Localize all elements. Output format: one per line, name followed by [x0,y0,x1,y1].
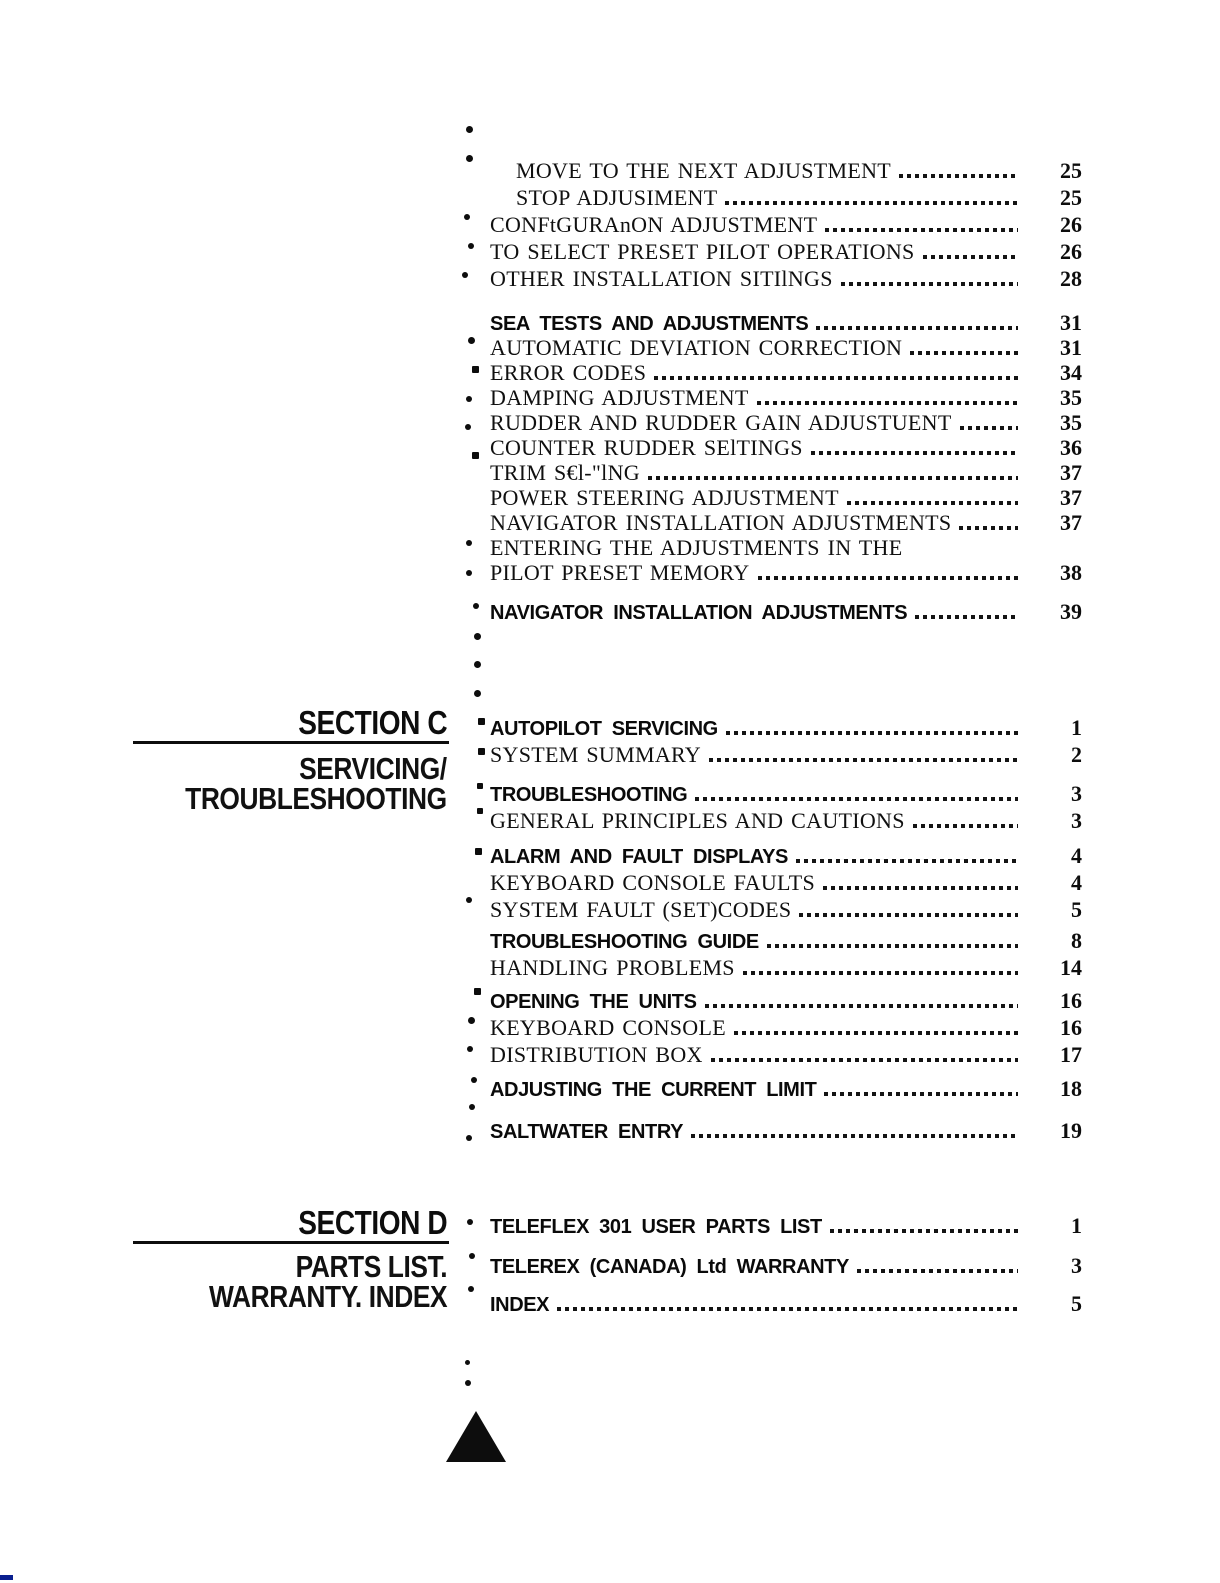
toc-row [490,1073,1082,1100]
scan-dot [469,1253,475,1259]
toc-row [490,925,1082,952]
dot-leader [959,526,1018,530]
toc-page-number: 39 [1060,598,1082,624]
toc-page-number: 2 [1071,741,1082,767]
toc-group [490,596,1082,623]
toc-row [490,209,1082,236]
toc-row [490,596,1082,623]
toc-entry-title: SYSTEM FAULT (SET)CODES [490,896,792,922]
section-c-heading: SECTION C [298,704,447,741]
toc-page-number: 28 [1060,265,1082,291]
dot-leader [823,886,1018,890]
scan-dot [468,243,474,249]
toc-entry-title: HANDLING PROBLEMS [490,954,735,980]
dot-leader [816,326,1018,330]
footer-triangle-icon [446,1411,506,1462]
toc-group [490,1288,1082,1315]
scan-dot [466,155,473,162]
toc-entry-title: RUDDER AND RUDDER GAIN ADJUSTUENT [490,409,952,435]
scan-dot [474,988,481,995]
toc-group [490,712,1082,766]
scan-dot [466,1135,472,1141]
toc-group [490,1250,1082,1277]
toc-row [490,952,1082,979]
scan-dot [471,1077,477,1083]
toc-group [490,778,1082,832]
subtitle-line: SERVICING/ [299,751,447,786]
toc-row [490,867,1082,894]
toc-group [490,840,1082,921]
toc-page-number: 1 [1071,714,1082,740]
toc-entry-title: KEYBOARD CONSOLE FAULTS [490,869,816,895]
subtitle-line: WARRANTY. INDEX [208,1279,447,1314]
toc-entry-title: POWER STEERING ADJUSTMENT [490,484,839,510]
toc-page-number: 18 [1060,1075,1082,1101]
scan-dot [466,126,473,133]
toc-entry-title: NAVIGATOR INSTALLATION ADJUSTMENTS [490,601,908,624]
toc-page-number: 37 [1060,509,1082,535]
subtitle-line: TROUBLESHOOTING [185,781,447,816]
toc-entry-title: ENTERING THE ADJUSTMENTS IN THE [490,534,903,560]
toc-entry-title: TROUBLESHOOTING [490,783,688,806]
toc-row [490,1115,1082,1142]
toc-entry-title: TELEREX (CANADA) Ltd WARRANTY [490,1255,849,1278]
toc-entry-title: TRIM S€l-"lNG [490,459,640,485]
dot-leader [923,255,1018,259]
toc-entry-title: MOVE TO THE NEXT ADJUSTMENT [516,157,892,183]
toc-page-number: 17 [1060,1041,1082,1067]
toc-row [490,739,1082,766]
toc-row [490,459,1082,484]
toc-entry-title: DISTRIBUTION BOX [490,1041,703,1067]
toc-page-number: 31 [1060,334,1082,360]
dot-leader [557,1307,1018,1311]
toc-entry-title: AUTOPILOT SERVICING [490,717,718,740]
toc-entry-title: SYSTEM SUMMARY [490,741,701,767]
dot-leader [811,451,1018,455]
toc-row [490,359,1082,384]
toc-page-number: 25 [1060,184,1082,210]
toc-page-number: 3 [1071,807,1082,833]
toc-page-number: 4 [1071,842,1082,868]
toc-row [490,1039,1082,1066]
dot-leader [691,1134,1018,1138]
scan-dot [478,718,485,725]
toc-entry-title: ALARM AND FAULT DISPLAYS [490,845,788,868]
toc-row [490,384,1082,409]
toc-page-number: 16 [1060,987,1082,1013]
scan-dot [465,1380,471,1386]
dot-leader [847,501,1018,505]
scan-dot [468,337,475,344]
scan-dot [474,690,481,697]
toc-group [490,309,1082,584]
dot-leader [830,1229,1018,1233]
toc-page-number: 8 [1071,927,1082,953]
toc-entry-title: OPENING THE UNITS [490,990,697,1013]
toc-entry-title: ERROR CODES [490,359,647,385]
dot-leader [857,1269,1018,1273]
scan-dot [466,396,472,402]
toc-entry-title: COUNTER RUDDER SElTINGS [490,434,803,460]
dot-leader [841,282,1018,286]
toc-row [490,1250,1082,1277]
scan-dot [466,897,472,903]
dot-leader [726,731,1018,735]
scan-dot [473,603,479,609]
dot-leader [899,174,1018,178]
scan-dot [477,808,483,814]
toc-page-number: 3 [1071,780,1082,806]
toc-group [490,1073,1082,1100]
toc-page-number: 35 [1060,409,1082,435]
toc-page-number: 36 [1060,434,1082,460]
toc-entry-title: DAMPING ADJUSTMENT [490,384,749,410]
toc-entry-title: INDEX [490,1293,550,1316]
toc-entry-title: OTHER INSTALLATION SITIlNGS [490,265,833,291]
scan-dot [472,452,479,459]
toc-page-number: 26 [1060,211,1082,237]
dot-leader [648,476,1018,480]
toc-entry-title: TO SELECT PRESET PILOT OPERATIONS [490,238,915,264]
toc-entry-title: GENERAL PRINCIPLES AND CAUTIONS [490,807,905,833]
toc-row [490,840,1082,867]
scan-dot [465,424,471,430]
toc-group [490,155,1082,290]
dot-leader [757,401,1018,405]
scan-dot [467,1046,473,1052]
toc-entry-title: KEYBOARD CONSOLE [490,1014,726,1040]
dot-leader [825,228,1018,232]
toc-row [490,712,1082,739]
scan-dot [475,848,482,855]
toc-row [490,778,1082,805]
scan-dot [462,272,468,278]
toc-page-number: 4 [1071,869,1082,895]
dot-leader [824,1092,1018,1096]
scan-dot [466,570,472,576]
toc-group [490,925,1082,979]
scan-dot [474,661,481,668]
toc-row [490,182,1082,209]
dot-leader [767,944,1018,948]
scan-dot [468,1017,475,1024]
toc-entry-title: ADJUSTING THE CURRENT LIMIT [490,1078,817,1101]
scan-dot [474,633,481,640]
toc-page-number: 38 [1060,559,1082,585]
toc-row [490,509,1082,534]
toc-row [490,805,1082,832]
toc-entry-title: TELEFLEX 301 USER PARTS LIST [490,1215,822,1238]
toc-page-number: 3 [1071,1252,1082,1278]
dot-leader [725,201,1018,205]
toc-page-number: 34 [1060,359,1082,385]
toc-group [490,985,1082,1066]
toc-entry-title: TROUBLESHOOTING GUIDE [490,930,759,953]
toc-row [490,155,1082,182]
toc-entry-title: STOP ADJUSIMENT [516,184,718,210]
dot-leader [734,1031,1018,1035]
toc-row [490,434,1082,459]
toc-entry-title: CONFtGURAnON ADJUSTMENT [490,211,818,237]
toc-row [490,1012,1082,1039]
toc-row [490,534,1082,559]
toc-row [490,309,1082,334]
dot-leader [711,1058,1018,1062]
toc-entry-title: PILOT PRESET MEMORY [490,559,750,585]
corner-mark [0,1575,13,1580]
dot-leader [758,576,1019,580]
toc-page-number: 16 [1060,1014,1082,1040]
toc-entry-title: SALTWATER ENTRY [490,1120,684,1143]
toc-row [490,985,1082,1012]
scan-dot [469,1104,475,1110]
dot-leader [654,376,1018,380]
toc-entry-title: SEA TESTS AND ADJUSTMENTS [490,312,809,335]
toc-row [490,334,1082,359]
dot-leader [915,615,1018,619]
dot-leader [796,859,1018,863]
subtitle-line: PARTS LIST. [295,1249,447,1284]
toc-page-number: 19 [1060,1117,1082,1143]
dot-leader [913,824,1018,828]
toc-entry-title: AUTOMATIC DEVIATION CORRECTION [490,334,903,360]
dot-leader [743,971,1018,975]
toc-row [490,236,1082,263]
toc-page-number: 37 [1060,484,1082,510]
toc-page-number: 35 [1060,384,1082,410]
scan-dot [466,540,472,546]
toc-row [490,1288,1082,1315]
toc-row [490,263,1082,290]
dot-leader [705,1004,1018,1008]
toc-page-number: 5 [1071,896,1082,922]
toc-entry-title: NAVIGATOR INSTALLATION ADJUSTMENTS [490,509,952,535]
toc-row [490,559,1082,584]
scan-dot [477,783,483,789]
toc-row [490,484,1082,509]
toc-group [490,1115,1082,1142]
dot-leader [709,758,1018,762]
scan-dot [468,1286,474,1292]
scan-dot [464,214,470,220]
toc-page-number: 31 [1060,309,1082,335]
toc-row [490,409,1082,434]
scan-dot [465,1360,470,1365]
dot-leader [799,913,1018,917]
toc-row [490,894,1082,921]
toc-page-number: 37 [1060,459,1082,485]
scan-dot [478,748,485,755]
scan-dot [472,366,479,373]
toc-group [490,1210,1082,1237]
scan-dot [467,1219,473,1225]
section-d-heading: SECTION D [298,1204,447,1241]
dot-leader [695,797,1018,801]
dot-leader [910,351,1018,355]
toc-page-number: 26 [1060,238,1082,264]
toc-page-number: 25 [1060,157,1082,183]
toc-page-number: 5 [1071,1290,1082,1316]
toc-page-number: 1 [1071,1212,1082,1238]
toc-row [490,1210,1082,1237]
dot-leader [960,426,1018,430]
toc-page-number: 14 [1060,954,1082,980]
